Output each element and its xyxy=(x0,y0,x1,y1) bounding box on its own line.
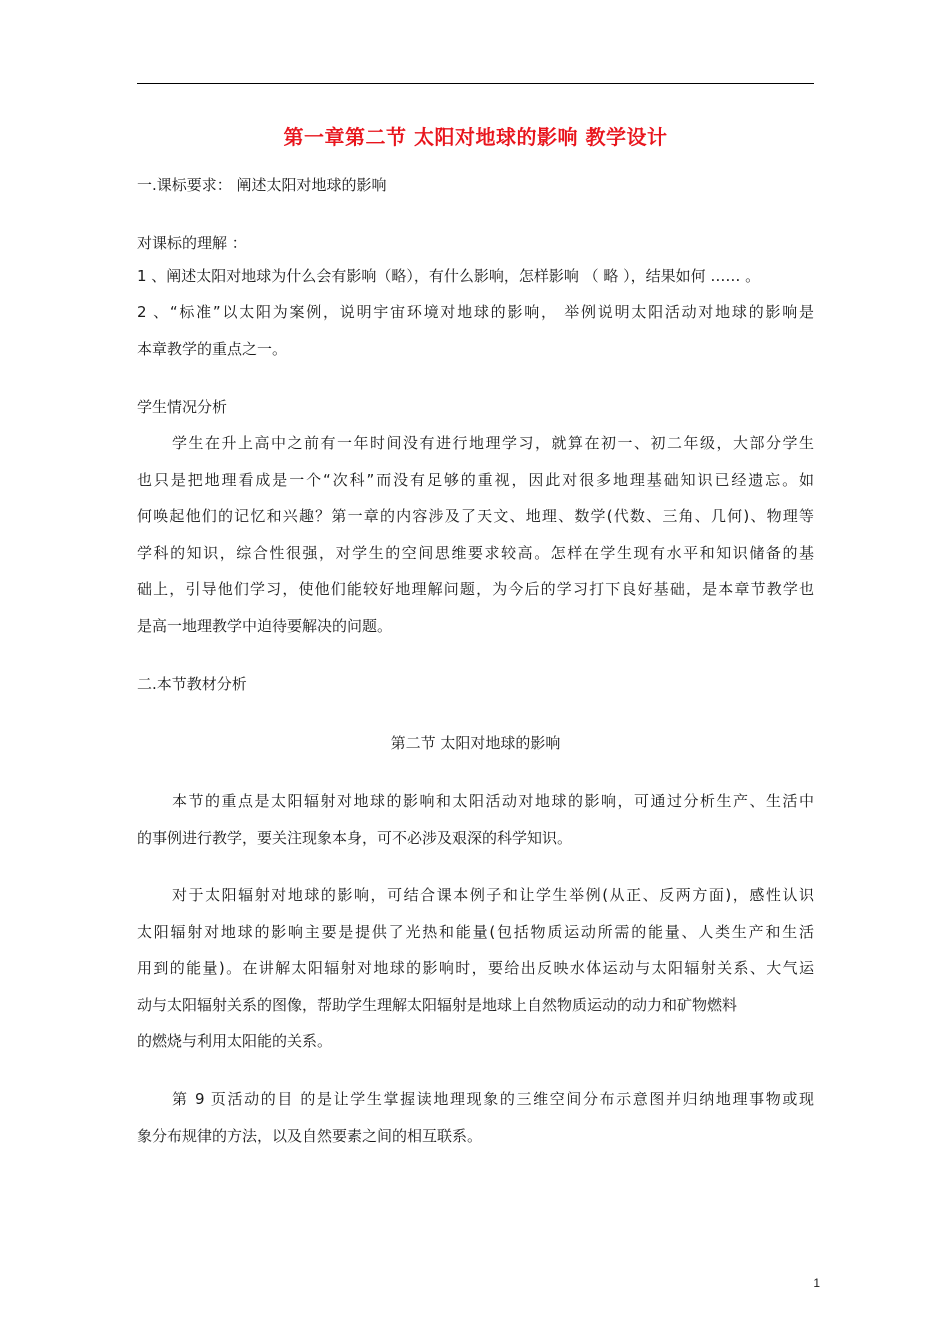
paragraph-line: 太阳辐射对地球的影响主要是提供了光热和能量(包括物质运动所需的能量、人类生产和生活 xyxy=(137,923,814,941)
paragraph-line: 也只是把地理看成是一个“次科”而没有足够的重视，因此对很多地理基础知识已经遗忘。如 xyxy=(137,471,814,489)
paragraph-line: 本节的重点是太阳辐射对地球的影响和太阳活动对地球的影响，可通过分析生产、生活中 xyxy=(172,792,814,810)
paragraph-line: 动与太阳辐射关系的图像，帮助学生理解太阳辐射是地球上自然物质运动的动力和矿物燃料 xyxy=(137,996,738,1014)
student-analysis-heading: 学生情况分析 xyxy=(137,398,228,416)
header-rule xyxy=(137,83,814,84)
curriculum-understanding-heading: 对课标的理解 ： xyxy=(137,234,247,252)
page-number: 1 xyxy=(813,1276,820,1290)
paragraph-line: 的燃烧与利用太阳能的关系。 xyxy=(137,1032,333,1050)
curriculum-point-2: 2 、“标准”以太阳为案例，说明宇宙环境对地球的影响， 举例说明太阳活动对地球的影响是 xyxy=(137,303,814,321)
paragraph-line: 用到的能量)。在讲解太阳辐射对地球的影响时，要给出反映水体运动与太阳辐射关系、大气运 xyxy=(137,959,814,977)
paragraph-line: 对于太阳辐射对地球的影响，可结合课本例子和让学生举例(从正、反两方面)，感性认识 xyxy=(172,886,814,904)
document-title: 第一章第二节 太阳对地球的影响 教学设计 xyxy=(283,125,668,149)
section-heading-curriculum: 一.课标要求： 阐述太阳对地球的影响 xyxy=(137,176,387,194)
paragraph-line: 第 9 页活动的目 的是让学生掌握读地理现象的三维空间分布示意图并归纳地理事物或现 xyxy=(172,1090,814,1108)
paragraph-line: 的事例进行教学，要关注现象本身，可不必涉及艰深的科学知识。 xyxy=(137,829,573,847)
section-heading-textbook: 二.本节教材分析 xyxy=(137,675,247,693)
paragraph-line: 何唤起他们的记忆和兴趣？第一章的内容涉及了天文、地理、数学(代数、三角、几何)、物理等 xyxy=(137,507,814,525)
curriculum-point-2-cont: 本章教学的重点之一。 xyxy=(137,340,288,358)
paragraph-line: 学生在升上高中之前有一年时间没有进行地理学习，就算在初一、初二年级，大部分学生 xyxy=(172,434,814,452)
curriculum-point-1: 1 、阐述太阳对地球为什么会有影响（略），有什么影响，怎样影响 （ 略 ），结果如何 …… 。 xyxy=(137,267,761,285)
paragraph-line: 是高一地理教学中迫待要解决的问题。 xyxy=(137,617,393,635)
paragraph-line: 学科的知识，综合性很强，对学生的空间思维要求较高。怎样在学生现有水平和知识储备的基 xyxy=(137,544,814,562)
paragraph-line: 础上，引导他们学习，使他们能较好地理解问题，为今后的学习打下良好基础，是本章节教学也 xyxy=(137,580,814,598)
paragraph-line: 象分布规律的方法，以及自然要素之间的相互联系。 xyxy=(137,1127,483,1145)
section-subtitle: 第二节 太阳对地球的影响 xyxy=(390,734,561,752)
